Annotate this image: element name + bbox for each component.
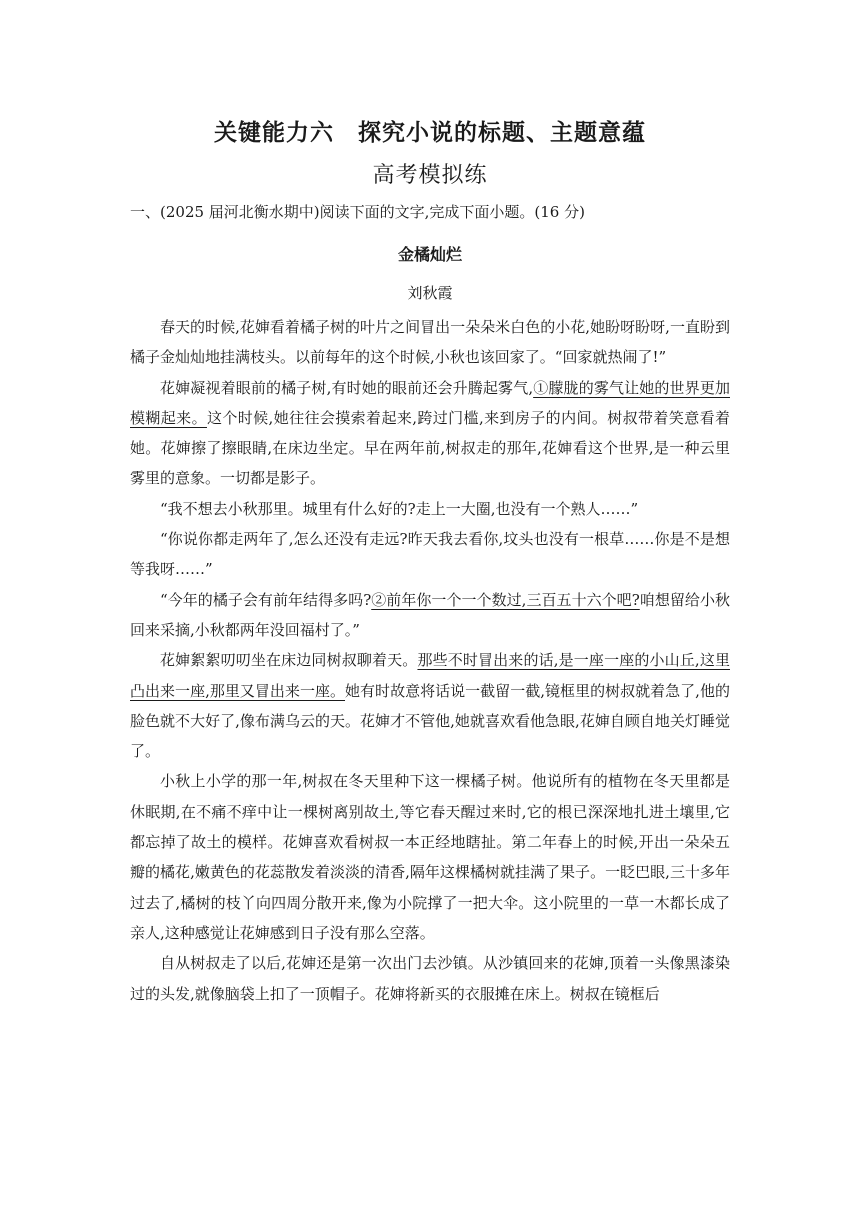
underlined-sentence-1: ①朦胧的雾气让她的世界更加模糊起来。: [130, 378, 730, 427]
paragraph-2-text-b: 这个时候,她往往会摸索着起来,跨过门槛,来到房子的内间。树叔带着笑意看着她。花婶擦了擦眼睛,在床边坐定。早在两年前,树叔走的那年,花婶看这个世界,是一种云里雾里的意象。一切都是影子。: [130, 408, 730, 488]
question-intro: 一、(2025 届河北衡水期中)阅读下面的文字,完成下面小题。(16 分): [130, 203, 585, 221]
paragraph-2: [130, 373, 730, 494]
paragraph-3: “我不想去小秋那里。城里有什么好的?走上一大圈,也没有一个熟人……”: [160, 499, 639, 518]
paragraph-6: [130, 645, 730, 766]
paragraph-5-text-b: 咱想留给小秋回来采摘,小秋都两年没回福村了。”: [130, 590, 730, 639]
story-title: 金橘灿烂: [397, 245, 462, 264]
paragraph-5: [130, 585, 730, 646]
paragraph-7: 小秋上小学的那一年,树叔在冬天里种下这一棵橘子树。他说所有的植物在冬天里都是休眠期,在不痛不痒中让一棵树离别故土,等它春天醒过来时,它的根已深深地扎进土壤里,它都忘掉了故土的模样。花婶喜欢看树叔一本正经地瞎扯。第二年春上的时候,开出一朵朵五瓣的橘花,嫩黄色的花蕊散发着淡淡的清香,隔年这棵橘树就挂满了果子。一眨巴眼,三十多年过去了,橘树的枝丫向四周分散开来,像为小院撑了一把大伞。这小院里的一草一木都长成了亲人,这种感觉让花婶感到日子没有那么空落。: [130, 772, 730, 942]
paragraph-2-text-a: 花婶凝视着眼前的橘子树,有时她的眼前还会升腾起雾气,: [160, 378, 534, 397]
paragraph-6-text-a: 花婶絮絮叨叨坐在床边同树叔聊着天。: [160, 651, 418, 670]
paragraph-6-text-b: 她有时故意将话说一截留一截,镜框里的树叔就着急了,他的脸色就不大好了,像布满乌云的天。花婶才不管他,她就喜欢看他急眼,花婶自顾自地关灯睡觉了。: [130, 681, 730, 761]
paragraph-1: 春天的时候,花婶看着橘子树的叶片之间冒出一朵朵米白色的小花,她盼呀盼呀,一直盼到橘子金灿灿地挂满枝头。以前每年的这个时候,小秋也该回家了。“回家就热闹了!”: [130, 318, 730, 367]
paragraph-8: 自从树叔走了以后,花婶还是第一次出门去沙镇。从沙镇回来的花婶,顶着一头像黑漆染过的头发,就像脑袋上扣了一顶帽子。花婶将新买的衣服摊在床上。树叔在镜框后: [130, 954, 730, 1003]
page-subtitle: 高考模拟练: [372, 163, 488, 188]
story-body: [130, 312, 730, 1009]
paragraph-5-text-a: “今年的橘子会有前年结得多吗?: [160, 590, 372, 609]
page-title: 关键能力六 探究小说的标题、主题意蕴: [214, 120, 646, 146]
story-author: 刘秋霞: [407, 284, 453, 302]
paragraph-4: “你说你都走两年了,怎么还没有走远?昨天我去看你,坟头也没有一根草……你是不是想等我呀……”: [130, 530, 730, 579]
underlined-sentence-3: 那些不时冒出来的话,是一座一座的小山丘,这里凸出来一座,那里又冒出来一座。: [130, 651, 730, 700]
underlined-sentence-2: ②前年你一个一个数过,三百五十六个吧?: [371, 590, 640, 609]
